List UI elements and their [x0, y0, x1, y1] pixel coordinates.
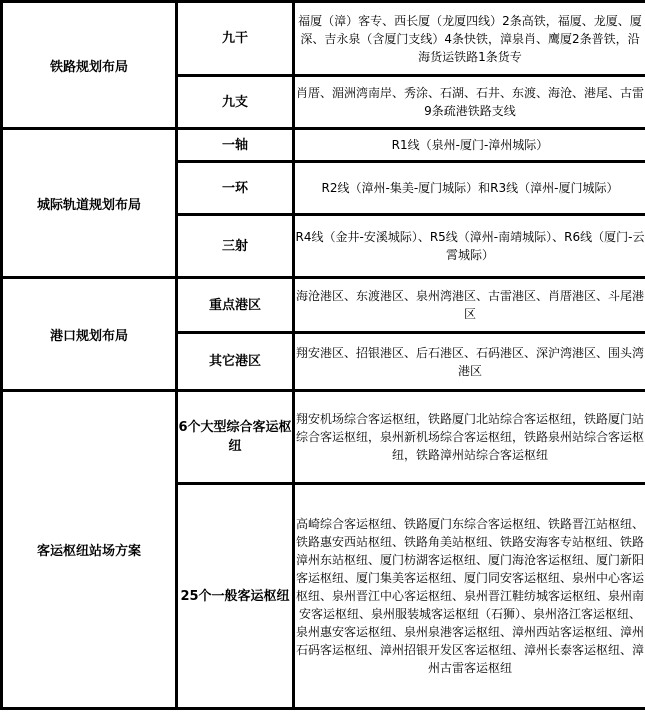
table-row: [3, 3, 645, 77]
item-description: R4线（金井-安溪城际）、R5线（漳州-南靖城际）、R6线（厦门-云霄城际）: [295, 216, 645, 279]
item-label: 九支: [178, 77, 295, 130]
item-description: R2线（漳州-集美-厦门城际）和R3线（漳州-厦门城际）: [295, 163, 645, 216]
table-row: [3, 279, 645, 334]
item-label: 一环: [178, 163, 295, 216]
table-row: [3, 130, 645, 163]
table-row: [3, 392, 645, 485]
item-label: 重点港区: [178, 279, 295, 334]
item-label: 6个大型综合客运枢纽: [178, 392, 295, 485]
item-label: 其它港区: [178, 334, 295, 392]
item-label: 25个一般客运枢纽: [178, 485, 295, 710]
item-label: 三射: [178, 216, 295, 279]
category-cell: 城际轨道规划布局: [3, 130, 178, 279]
category-cell: 港口规划布局: [3, 279, 178, 392]
item-label: 九干: [178, 3, 295, 77]
item-description: R1线（泉州-厦门-漳州城际）: [295, 130, 645, 163]
item-label: 一轴: [178, 130, 295, 163]
item-description: 翔安港区、招银港区、后石港区、石码港区、深沪湾港区、围头湾港区: [295, 334, 645, 392]
item-description: 高崎综合客运枢纽、铁路厦门东综合客运枢纽、铁路晋江站枢纽、铁路惠安西站枢纽、铁路角美站枢纽、铁路安海客专站枢纽、铁路漳州东站枢纽、厦门枋湖客运枢纽、厦门海沧客运枢纽、厦门新阳客运枢纽、厦门集美客运枢纽、厦门同安客运枢纽、泉州中心客运枢纽、泉州晋江中心客运枢纽、泉州晋江鞋纺城客运枢纽、泉州南安客运枢纽、泉州服装城客运枢纽（石狮）、泉州洛江客运枢纽、泉州惠安客运枢纽、泉州泉港客运枢纽、漳州西站客运枢纽、漳州石码客运枢纽、漳州招银开发区客运枢纽、漳州长泰客运枢纽、漳州古雷客运枢纽: [295, 485, 645, 710]
watermark-text: 交通规划: [462, 691, 515, 705]
category-cell: 客运枢纽站场方案: [3, 392, 178, 710]
item-description: 肖厝、湄洲湾南岸、秀涂、石湖、石井、东渡、海沧、港尾、古雷9条疏港铁路支线: [295, 77, 645, 130]
category-cell: 铁路规划布局: [3, 3, 178, 130]
item-description: 海沧港区、东渡港区、泉州湾港区、古雷港区、肖厝港区、斗尾港区: [295, 279, 645, 334]
item-description: 翔安机场综合客运枢纽，铁路厦门北站综合客运枢纽，铁路厦门站综合客运枢纽，泉州新机场综合客运枢纽，铁路泉州站综合客运枢纽，铁路漳州站综合客运枢纽: [295, 392, 645, 485]
item-description: 福厦（漳）客专、西长厦（龙厦四线）2条高铁，福厦、龙厦、厦深、吉永泉（含厦门支线）4条快铁，漳泉肖、鹰厦2条普铁，沿海货运铁路1条货专: [295, 3, 645, 77]
